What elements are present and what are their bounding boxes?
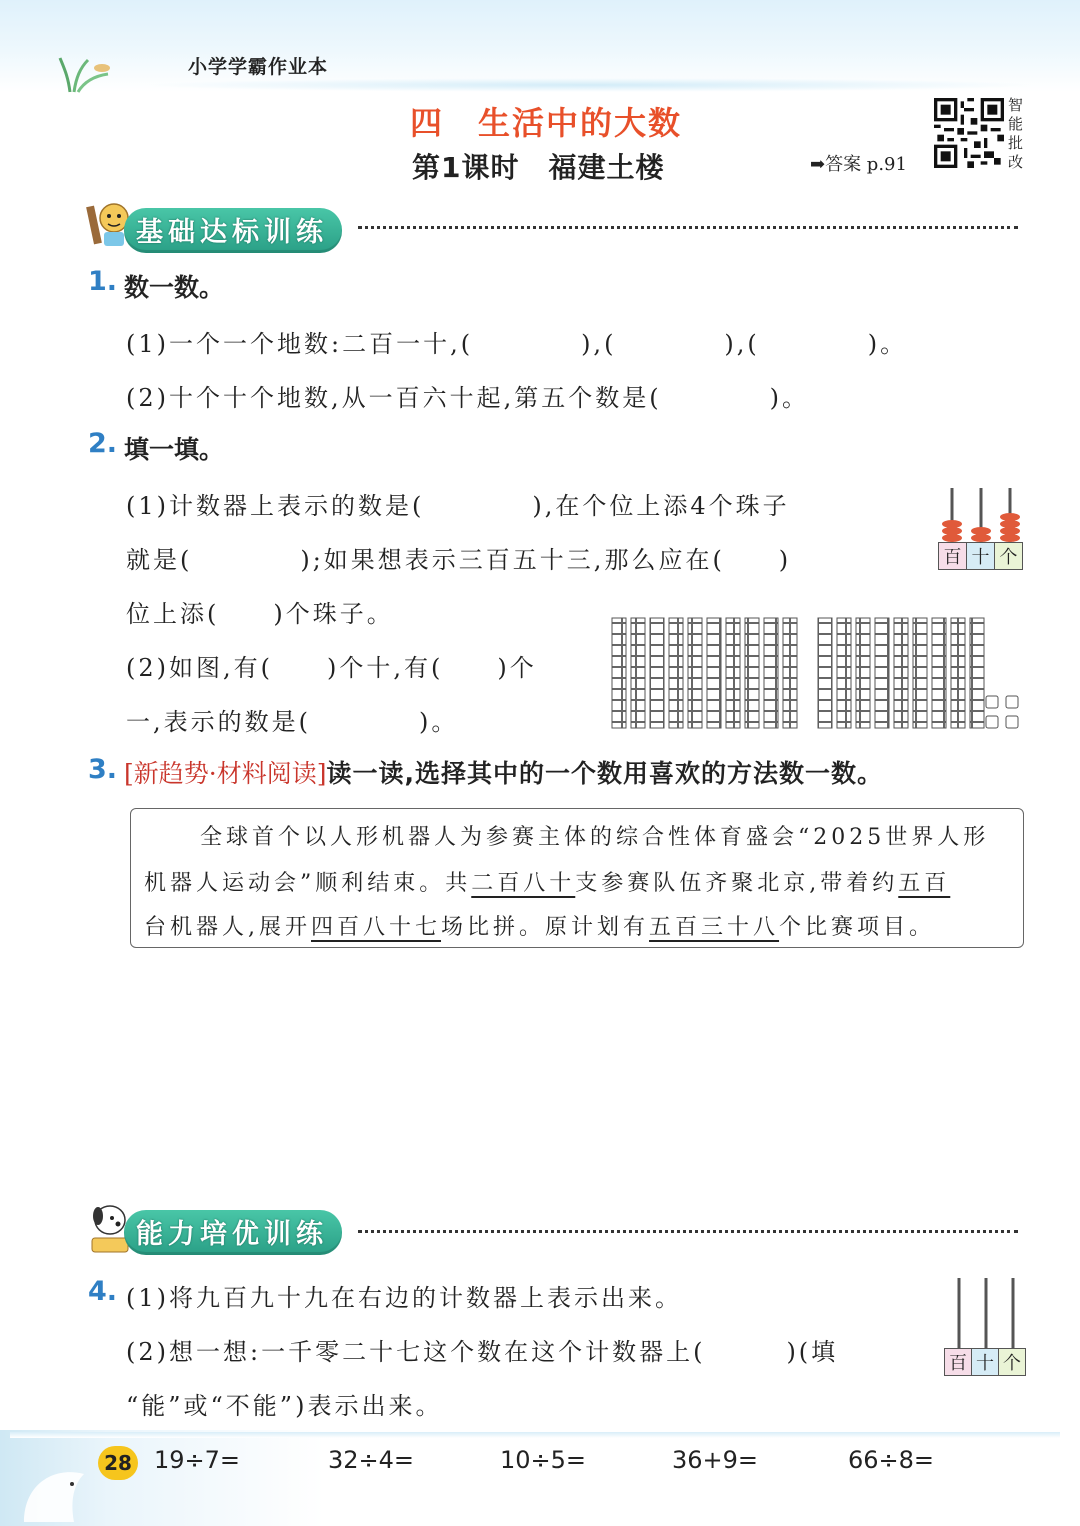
question-title: 读一读,选择其中的一个数用喜欢的方法数一数。: [326, 759, 883, 788]
underlined-number[interactable]: 二百八十: [471, 871, 576, 896]
page-number: 28: [98, 1446, 138, 1480]
passage-text: 支参赛队伍齐聚北京,带着约: [575, 871, 899, 896]
question-number: 3.: [88, 754, 118, 785]
abacus-place-labels: [944, 1348, 1026, 1376]
section-title-advanced: 能力培优训练: [124, 1210, 342, 1255]
calc-item: 19÷7=: [154, 1446, 241, 1474]
question-line: (2)如图,有( )个十,有( )个: [126, 654, 537, 682]
passage-text: 台机器人,展开: [144, 915, 311, 940]
question-number: 4.: [88, 1276, 118, 1307]
section-banner-basic: [124, 208, 342, 252]
plant-logo-icon: [58, 46, 118, 96]
passage-text: 机器人运动会”顺利结束。共: [144, 871, 472, 896]
abacus-beads-icon: [936, 486, 1026, 542]
question-line: (2)十个十个地数,从一百六十起,第五个数是( )。: [126, 384, 809, 412]
question-line: 就是( );如果想表示三百五十三,那么应在( ): [126, 546, 792, 574]
section-divider: [358, 1230, 1018, 1233]
question-line: (1)一个一个地数:二百一十,( ),( ),( )。: [126, 330, 908, 358]
question-line: 位上添( )个珠子。: [126, 600, 394, 628]
calc-item: 32÷4=: [328, 1446, 415, 1474]
underlined-number[interactable]: 四百八十七: [311, 915, 442, 940]
footer-rule: [10, 1432, 1060, 1438]
footer-band: [0, 1430, 1080, 1526]
qr-code-icon[interactable]: [934, 98, 1004, 168]
underlined-number[interactable]: 五百三十八: [649, 915, 780, 940]
question-line: (1)计数器上表示的数是( ),在个位上添4个珠子: [126, 492, 790, 520]
unit-title: 四 生活中的大数: [410, 104, 683, 142]
place-label-ones: 个: [999, 1349, 1025, 1375]
bird-decoration-icon: [14, 1444, 94, 1524]
passage-line: [144, 910, 935, 941]
base-ten-blocks-figure: [608, 612, 1028, 732]
question-number: 2.: [88, 428, 118, 459]
abacus-place-labels: [938, 542, 1023, 570]
calc-item: 66÷8=: [848, 1446, 935, 1474]
lesson-title: 第1课时 福建土楼: [412, 151, 665, 184]
place-label-hundreds: 百: [939, 543, 967, 569]
question-line: 一,表示的数是( )。: [126, 708, 459, 736]
section-banner-advanced: [124, 1210, 342, 1254]
section-divider: [358, 226, 1018, 229]
empty-abacus-figure[interactable]: [944, 1276, 1030, 1378]
book-title: 小学学霸作业本: [188, 56, 329, 78]
abacus-rods-icon: [944, 1276, 1030, 1350]
passage-text: 个比赛项目。: [779, 915, 936, 940]
place-label-tens: 十: [972, 1349, 999, 1375]
question-tag: [新趋势·材料阅读]: [124, 759, 327, 788]
place-label-tens: 十: [967, 543, 995, 569]
section-title-basic: 基础达标训练: [124, 208, 342, 253]
calc-item: 36+9=: [672, 1446, 759, 1474]
question-3-heading: [124, 754, 883, 790]
header-band: [0, 0, 1080, 92]
passage-line: 全球首个以人形机器人为参赛主体的综合性体育盛会“2025世界人形: [200, 825, 990, 850]
answer-reference: ➡答案 p.91: [810, 154, 907, 175]
calc-item: 10÷5=: [500, 1446, 587, 1474]
smart-grading-label: 智能批改: [1008, 96, 1024, 171]
passage-line: [144, 866, 950, 897]
question-number: 1.: [88, 266, 118, 297]
abacus-figure: [936, 486, 1026, 570]
question-title: 填一填。: [124, 435, 225, 464]
passage-text: 场比拼。原计划有: [441, 915, 650, 940]
place-label-hundreds: 百: [945, 1349, 972, 1375]
question-line: (1)将九百九十九在右边的计数器上表示出来。: [126, 1284, 682, 1312]
place-label-ones: 个: [995, 543, 1022, 569]
question-title: 数一数。: [124, 273, 225, 302]
underlined-number[interactable]: 五百: [898, 871, 951, 896]
question-line: “能”或“不能”)表示出来。: [126, 1392, 443, 1420]
question-line: (2)想一想:一千零二十七这个数在这个计数器上( )(填: [126, 1338, 839, 1366]
